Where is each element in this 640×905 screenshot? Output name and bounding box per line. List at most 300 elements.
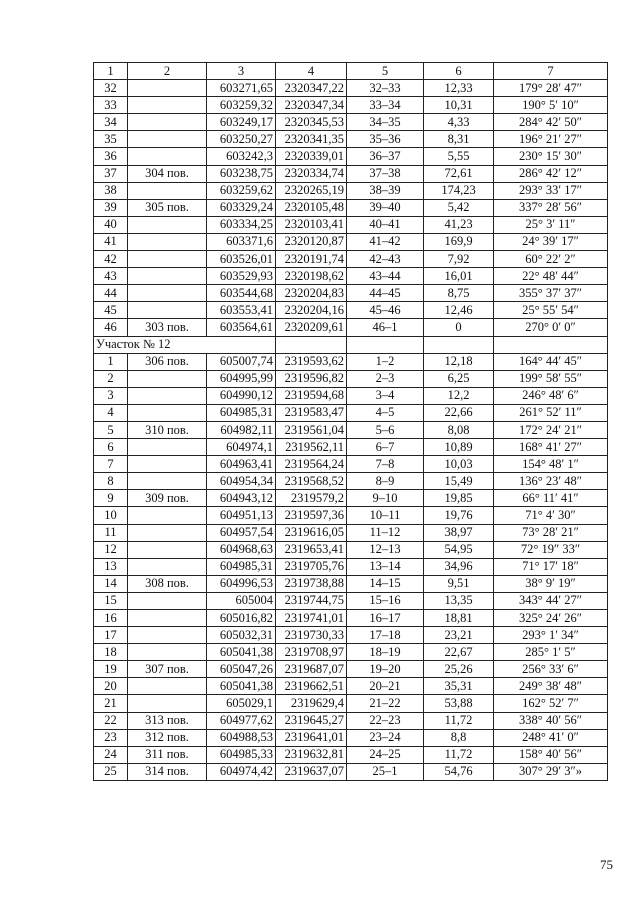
segment-cell: 36–37 [347, 148, 424, 165]
table-header-row [94, 63, 608, 80]
section-row [94, 336, 608, 353]
segment-cell: 8–9 [347, 473, 424, 490]
bearing-cell: 38° 9′ 19″ [494, 575, 608, 592]
point-number-cell: 25 [94, 763, 128, 780]
point-number-cell: 44 [94, 285, 128, 302]
y-coordinate-cell: 2319645,27 [276, 712, 347, 729]
x-coordinate-cell: 605029,1 [207, 695, 276, 712]
turn-label-cell [128, 627, 207, 644]
bearing-cell: 355° 37′ 37″ [494, 285, 608, 302]
turn-label-cell: 308 пов. [128, 575, 207, 592]
y-coordinate-cell: 2320209,61 [276, 319, 347, 336]
bearing-cell: 338° 40′ 56″ [494, 712, 608, 729]
point-number-cell: 46 [94, 319, 128, 336]
x-coordinate-cell: 604990,12 [207, 387, 276, 404]
table-row [94, 490, 608, 507]
point-number-cell: 4 [94, 404, 128, 421]
length-cell: 6,25 [424, 370, 494, 387]
bearing-cell: 256° 33′ 6″ [494, 661, 608, 678]
y-coordinate-cell: 2320334,74 [276, 165, 347, 182]
x-coordinate-cell: 604951,13 [207, 507, 276, 524]
point-number-cell: 34 [94, 114, 128, 131]
point-number-cell: 39 [94, 199, 128, 216]
x-coordinate-cell: 604974,42 [207, 763, 276, 780]
x-coordinate-cell: 604985,31 [207, 558, 276, 575]
bearing-cell: 136° 23′ 48″ [494, 473, 608, 490]
table-row [94, 370, 608, 387]
table-row [94, 507, 608, 524]
segment-cell: 12–13 [347, 541, 424, 558]
segment-cell: 2–3 [347, 370, 424, 387]
segment-cell: 13–14 [347, 558, 424, 575]
point-number-cell: 38 [94, 182, 128, 199]
bearing-cell: 230° 15′ 30″ [494, 148, 608, 165]
segment-cell: 11–12 [347, 524, 424, 541]
segment-cell: 16–17 [347, 610, 424, 627]
y-coordinate-cell: 2319662,51 [276, 678, 347, 695]
point-number-cell: 22 [94, 712, 128, 729]
turn-label-cell: 303 пов. [128, 319, 207, 336]
length-cell: 54,76 [424, 763, 494, 780]
length-cell: 38,97 [424, 524, 494, 541]
bearing-cell: 286° 42′ 12″ [494, 165, 608, 182]
length-cell: 8,08 [424, 421, 494, 438]
point-number-cell: 10 [94, 507, 128, 524]
y-coordinate-cell: 2320265,19 [276, 182, 347, 199]
point-number-cell: 24 [94, 746, 128, 763]
length-cell: 34,96 [424, 558, 494, 575]
bearing-cell: 164° 44′ 45″ [494, 353, 608, 370]
bearing-cell: 337° 28′ 56″ [494, 199, 608, 216]
segment-cell: 44–45 [347, 285, 424, 302]
x-coordinate-cell: 603334,25 [207, 216, 276, 233]
table-row [94, 439, 608, 456]
turn-label-cell: 312 пов. [128, 729, 207, 746]
bearing-cell: 285° 1′ 5″ [494, 644, 608, 661]
segment-cell: 41–42 [347, 233, 424, 250]
x-coordinate-cell: 603544,68 [207, 285, 276, 302]
bearing-cell: 196° 21′ 27″ [494, 131, 608, 148]
x-coordinate-cell: 603529,93 [207, 268, 276, 285]
length-cell: 8,31 [424, 131, 494, 148]
turn-label-cell: 314 пов. [128, 763, 207, 780]
turn-label-cell [128, 541, 207, 558]
segment-cell: 25–1 [347, 763, 424, 780]
segment-cell: 34–35 [347, 114, 424, 131]
point-number-cell: 36 [94, 148, 128, 165]
point-number-cell: 6 [94, 439, 128, 456]
empty-cell [424, 336, 494, 353]
bearing-cell: 293° 33′ 17″ [494, 182, 608, 199]
x-coordinate-cell: 604985,33 [207, 746, 276, 763]
table-row [94, 114, 608, 131]
segment-cell: 14–15 [347, 575, 424, 592]
table-row [94, 233, 608, 250]
segment-cell: 43–44 [347, 268, 424, 285]
bearing-cell: 343° 44′ 27″ [494, 592, 608, 609]
x-coordinate-cell: 604943,12 [207, 490, 276, 507]
y-coordinate-cell: 2319594,68 [276, 387, 347, 404]
y-coordinate-cell: 2319653,41 [276, 541, 347, 558]
y-coordinate-cell: 2319641,01 [276, 729, 347, 746]
turn-label-cell [128, 404, 207, 421]
point-number-cell: 41 [94, 233, 128, 250]
y-coordinate-cell: 2319705,76 [276, 558, 347, 575]
point-number-cell: 17 [94, 627, 128, 644]
point-number-cell: 9 [94, 490, 128, 507]
length-cell: 25,26 [424, 661, 494, 678]
table-row [94, 353, 608, 370]
table-row [94, 661, 608, 678]
turn-label-cell [128, 148, 207, 165]
bearing-cell: 71° 4′ 30″ [494, 507, 608, 524]
table-row [94, 473, 608, 490]
table-row [94, 644, 608, 661]
turn-label-cell [128, 285, 207, 302]
table-row [94, 216, 608, 233]
column-header-7: 7 [494, 63, 608, 80]
segment-cell: 35–36 [347, 131, 424, 148]
x-coordinate-cell: 603259,32 [207, 97, 276, 114]
x-coordinate-cell: 605016,82 [207, 610, 276, 627]
length-cell: 11,72 [424, 712, 494, 729]
length-cell: 22,66 [424, 404, 494, 421]
y-coordinate-cell: 2319637,07 [276, 763, 347, 780]
y-coordinate-cell: 2319597,36 [276, 507, 347, 524]
table-row [94, 695, 608, 712]
empty-cell [494, 336, 608, 353]
segment-cell: 6–7 [347, 439, 424, 456]
segment-cell: 17–18 [347, 627, 424, 644]
x-coordinate-cell: 604974,1 [207, 439, 276, 456]
turn-label-cell [128, 610, 207, 627]
segment-cell: 3–4 [347, 387, 424, 404]
table-row [94, 97, 608, 114]
y-coordinate-cell: 2319596,82 [276, 370, 347, 387]
table-row [94, 541, 608, 558]
point-number-cell: 8 [94, 473, 128, 490]
bearing-cell: 162° 52′ 7″ [494, 695, 608, 712]
segment-cell: 21–22 [347, 695, 424, 712]
turn-label-cell [128, 644, 207, 661]
table-row [94, 285, 608, 302]
table-row [94, 421, 608, 438]
length-cell: 15,49 [424, 473, 494, 490]
point-number-cell: 20 [94, 678, 128, 695]
bearing-cell: 261° 52′ 11″ [494, 404, 608, 421]
turn-label-cell [128, 439, 207, 456]
y-coordinate-cell: 2319564,24 [276, 456, 347, 473]
point-number-cell: 33 [94, 97, 128, 114]
turn-label-cell: 305 пов. [128, 199, 207, 216]
point-number-cell: 11 [94, 524, 128, 541]
empty-cell [347, 336, 424, 353]
table-row [94, 319, 608, 336]
bearing-cell: 158° 40′ 56″ [494, 746, 608, 763]
bearing-cell: 270° 0′ 0″ [494, 319, 608, 336]
bearing-cell: 179° 28′ 47″ [494, 80, 608, 97]
segment-cell: 7–8 [347, 456, 424, 473]
bearing-cell: 248° 41′ 0″ [494, 729, 608, 746]
table-row [94, 558, 608, 575]
x-coordinate-cell: 603249,17 [207, 114, 276, 131]
point-number-cell: 13 [94, 558, 128, 575]
table-row [94, 80, 608, 97]
table-row [94, 627, 608, 644]
x-coordinate-cell: 603564,61 [207, 319, 276, 336]
y-coordinate-cell: 2320347,22 [276, 80, 347, 97]
bearing-cell: 72° 19″ 33″ [494, 541, 608, 558]
point-number-cell: 35 [94, 131, 128, 148]
segment-cell: 46–1 [347, 319, 424, 336]
table-row [94, 302, 608, 319]
turn-label-cell: 304 пов. [128, 165, 207, 182]
turn-label-cell [128, 473, 207, 490]
length-cell: 0 [424, 319, 494, 336]
length-cell: 4,33 [424, 114, 494, 131]
length-cell: 16,01 [424, 268, 494, 285]
turn-label-cell: 313 пов. [128, 712, 207, 729]
column-header-6: 6 [424, 63, 494, 80]
segment-cell: 37–38 [347, 165, 424, 182]
point-number-cell: 12 [94, 541, 128, 558]
length-cell: 10,03 [424, 456, 494, 473]
point-number-cell: 43 [94, 268, 128, 285]
bearing-cell: 71° 17′ 18″ [494, 558, 608, 575]
segment-cell: 9–10 [347, 490, 424, 507]
y-coordinate-cell: 2319616,05 [276, 524, 347, 541]
y-coordinate-cell: 2319687,07 [276, 661, 347, 678]
bearing-cell: 307° 29′ 3″» [494, 763, 608, 780]
length-cell: 5,55 [424, 148, 494, 165]
bearing-cell: 24° 39′ 17″ [494, 233, 608, 250]
point-number-cell: 19 [94, 661, 128, 678]
x-coordinate-cell: 603250,27 [207, 131, 276, 148]
table-row [94, 199, 608, 216]
segment-cell: 4–5 [347, 404, 424, 421]
x-coordinate-cell: 604995,99 [207, 370, 276, 387]
table-row [94, 575, 608, 592]
bearing-cell: 25° 55′ 54″ [494, 302, 608, 319]
point-number-cell: 5 [94, 421, 128, 438]
segment-cell: 22–23 [347, 712, 424, 729]
x-coordinate-cell: 604985,31 [207, 404, 276, 421]
x-coordinate-cell: 603526,01 [207, 251, 276, 268]
length-cell: 22,67 [424, 644, 494, 661]
turn-label-cell [128, 268, 207, 285]
turn-label-cell [128, 507, 207, 524]
coordinates-table-body [94, 63, 608, 781]
y-coordinate-cell: 2319632,81 [276, 746, 347, 763]
segment-cell: 20–21 [347, 678, 424, 695]
length-cell: 174,23 [424, 182, 494, 199]
table-row [94, 148, 608, 165]
y-coordinate-cell: 2320191,74 [276, 251, 347, 268]
y-coordinate-cell: 2320341,35 [276, 131, 347, 148]
point-number-cell: 14 [94, 575, 128, 592]
table-row [94, 182, 608, 199]
point-number-cell: 45 [94, 302, 128, 319]
y-coordinate-cell: 2319741,01 [276, 610, 347, 627]
turn-label-cell [128, 216, 207, 233]
y-coordinate-cell: 2319708,97 [276, 644, 347, 661]
y-coordinate-cell: 2319738,88 [276, 575, 347, 592]
table-row [94, 746, 608, 763]
length-cell: 35,31 [424, 678, 494, 695]
point-number-cell: 7 [94, 456, 128, 473]
turn-label-cell [128, 524, 207, 541]
x-coordinate-cell: 603329,24 [207, 199, 276, 216]
segment-cell: 10–11 [347, 507, 424, 524]
x-coordinate-cell: 603553,41 [207, 302, 276, 319]
x-coordinate-cell: 604996,53 [207, 575, 276, 592]
turn-label-cell [128, 233, 207, 250]
x-coordinate-cell: 605007,74 [207, 353, 276, 370]
turn-label-cell: 306 пов. [128, 353, 207, 370]
length-cell: 72,61 [424, 165, 494, 182]
table-row [94, 268, 608, 285]
y-coordinate-cell: 2319629,4 [276, 695, 347, 712]
page-number: 75 [600, 857, 613, 872]
x-coordinate-cell: 605004 [207, 592, 276, 609]
turn-label-cell: 309 пов. [128, 490, 207, 507]
bearing-cell: 168° 41′ 27″ [494, 439, 608, 456]
length-cell: 54,95 [424, 541, 494, 558]
length-cell: 18,81 [424, 610, 494, 627]
length-cell: 19,76 [424, 507, 494, 524]
bearing-cell: 246° 48′ 6″ [494, 387, 608, 404]
point-number-cell: 23 [94, 729, 128, 746]
x-coordinate-cell: 604954,34 [207, 473, 276, 490]
bearing-cell: 66° 11′ 41″ [494, 490, 608, 507]
turn-label-cell: 311 пов. [128, 746, 207, 763]
length-cell: 12,18 [424, 353, 494, 370]
bearing-cell: 154° 48′ 1″ [494, 456, 608, 473]
table-row [94, 729, 608, 746]
bearing-cell: 249° 38′ 48″ [494, 678, 608, 695]
segment-cell: 5–6 [347, 421, 424, 438]
table-row [94, 131, 608, 148]
table-row [94, 387, 608, 404]
table-row [94, 404, 608, 421]
x-coordinate-cell: 605032,31 [207, 627, 276, 644]
length-cell: 8,8 [424, 729, 494, 746]
length-cell: 13,35 [424, 592, 494, 609]
length-cell: 9,51 [424, 575, 494, 592]
segment-cell: 38–39 [347, 182, 424, 199]
length-cell: 10,89 [424, 439, 494, 456]
length-cell: 7,92 [424, 251, 494, 268]
point-number-cell: 21 [94, 695, 128, 712]
y-coordinate-cell: 2320204,83 [276, 285, 347, 302]
length-cell: 10,31 [424, 97, 494, 114]
x-coordinate-cell: 604957,54 [207, 524, 276, 541]
y-coordinate-cell: 2319568,52 [276, 473, 347, 490]
point-number-cell: 42 [94, 251, 128, 268]
point-number-cell: 18 [94, 644, 128, 661]
x-coordinate-cell: 604977,62 [207, 712, 276, 729]
turn-label-cell: 307 пов. [128, 661, 207, 678]
y-coordinate-cell: 2320120,87 [276, 233, 347, 250]
bearing-cell: 293° 1′ 34″ [494, 627, 608, 644]
x-coordinate-cell: 605047,26 [207, 661, 276, 678]
turn-label-cell [128, 592, 207, 609]
bearing-cell: 325° 24′ 26″ [494, 610, 608, 627]
point-number-cell: 40 [94, 216, 128, 233]
segment-cell: 15–16 [347, 592, 424, 609]
table-row [94, 763, 608, 780]
table-row [94, 456, 608, 473]
table-row [94, 610, 608, 627]
y-coordinate-cell: 2320347,34 [276, 97, 347, 114]
column-header-1: 1 [94, 63, 128, 80]
point-number-cell: 1 [94, 353, 128, 370]
x-coordinate-cell: 603371,6 [207, 233, 276, 250]
y-coordinate-cell: 2319562,11 [276, 439, 347, 456]
empty-cell [276, 336, 347, 353]
column-header-5: 5 [347, 63, 424, 80]
point-number-cell: 15 [94, 592, 128, 609]
point-number-cell: 16 [94, 610, 128, 627]
x-coordinate-cell: 603238,75 [207, 165, 276, 182]
bearing-cell: 73° 28′ 21″ [494, 524, 608, 541]
bearing-cell: 22° 48′ 44″ [494, 268, 608, 285]
point-number-cell: 3 [94, 387, 128, 404]
column-header-3: 3 [207, 63, 276, 80]
x-coordinate-cell: 604982,11 [207, 421, 276, 438]
segment-cell: 42–43 [347, 251, 424, 268]
x-coordinate-cell: 605041,38 [207, 644, 276, 661]
length-cell: 11,72 [424, 746, 494, 763]
bearing-cell: 284° 42′ 50″ [494, 114, 608, 131]
x-coordinate-cell: 604988,53 [207, 729, 276, 746]
segment-cell: 39–40 [347, 199, 424, 216]
length-cell: 169,9 [424, 233, 494, 250]
point-number-cell: 32 [94, 80, 128, 97]
x-coordinate-cell: 603271,65 [207, 80, 276, 97]
segment-cell: 1–2 [347, 353, 424, 370]
x-coordinate-cell: 605041,38 [207, 678, 276, 695]
segment-cell: 23–24 [347, 729, 424, 746]
table-row [94, 712, 608, 729]
length-cell: 12,33 [424, 80, 494, 97]
column-header-4: 4 [276, 63, 347, 80]
y-coordinate-cell: 2320198,62 [276, 268, 347, 285]
table-row [94, 524, 608, 541]
table-row [94, 678, 608, 695]
y-coordinate-cell: 2320105,48 [276, 199, 347, 216]
length-cell: 12,46 [424, 302, 494, 319]
y-coordinate-cell: 2320339,01 [276, 148, 347, 165]
length-cell: 19,85 [424, 490, 494, 507]
x-coordinate-cell: 604963,41 [207, 456, 276, 473]
column-header-2: 2 [128, 63, 207, 80]
y-coordinate-cell: 2319561,04 [276, 421, 347, 438]
length-cell: 41,23 [424, 216, 494, 233]
point-number-cell: 37 [94, 165, 128, 182]
bearing-cell: 190° 5′ 10″ [494, 97, 608, 114]
turn-label-cell [128, 558, 207, 575]
table-row [94, 251, 608, 268]
bearing-cell: 25° 3′ 11″ [494, 216, 608, 233]
turn-label-cell [128, 182, 207, 199]
y-coordinate-cell: 2320204,16 [276, 302, 347, 319]
turn-label-cell [128, 456, 207, 473]
segment-cell: 45–46 [347, 302, 424, 319]
length-cell: 23,21 [424, 627, 494, 644]
bearing-cell: 172° 24′ 21″ [494, 421, 608, 438]
section-label: Участок № 12 [94, 336, 276, 353]
